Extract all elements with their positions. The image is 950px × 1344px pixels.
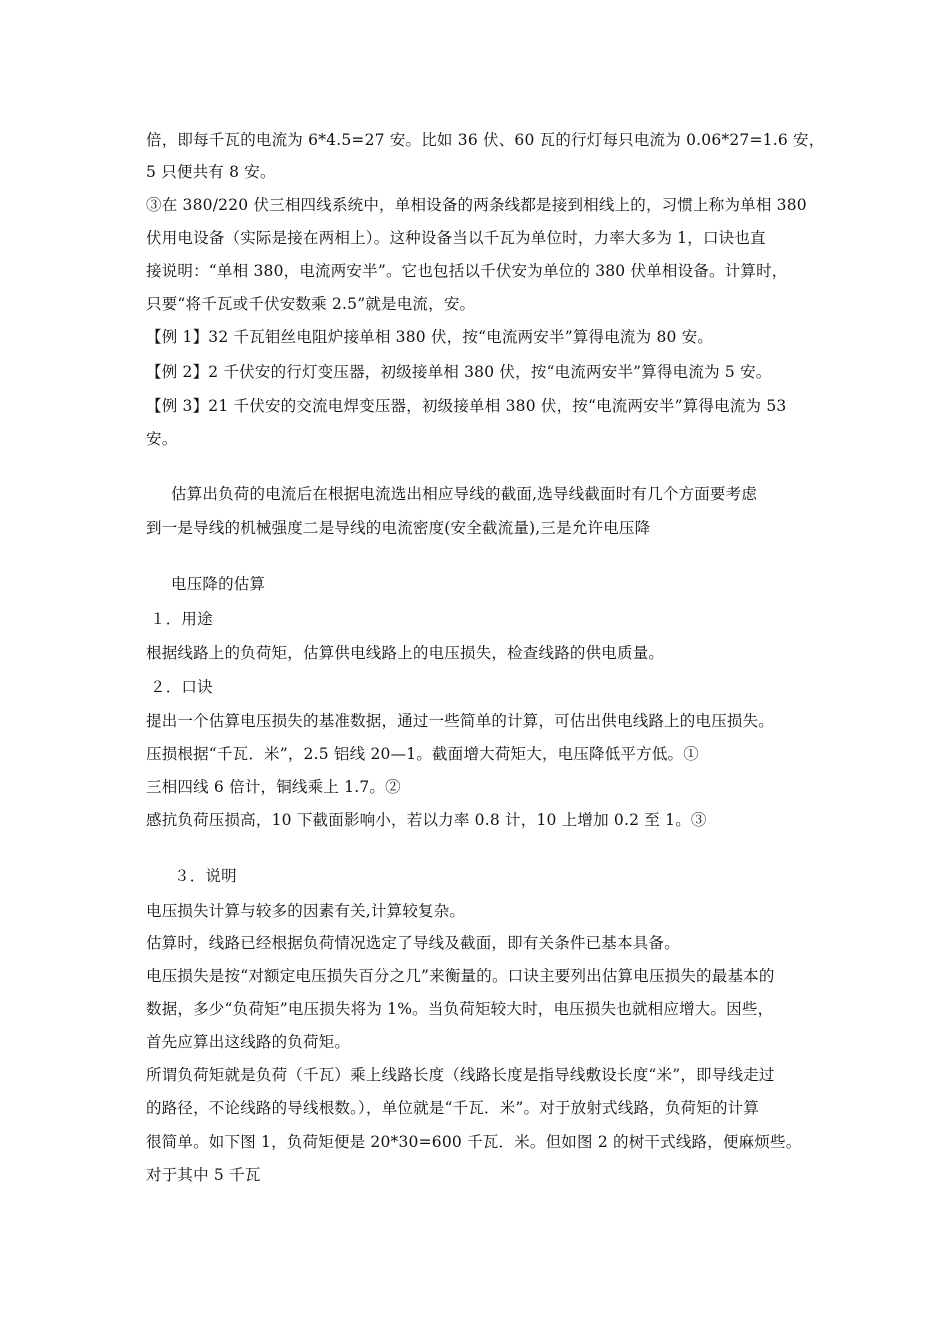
text-line: 数据，多少“负荷矩”电压损失将为 1%。当负荷矩较大时，电压损失也就相应增大。因些， [146, 1000, 774, 1018]
text-line: 只要“将千瓦或千伏安数乘 2.5”就是电流，安。 [146, 295, 476, 313]
text-line: 根据线路上的负荷矩，估算供电线路上的电压损失，检查线路的供电质量。 [146, 644, 665, 662]
rhyme-line: 三相四线 6 倍计，铜线乘上 1.7。② [146, 778, 401, 796]
example-line: 【例 1】32 千瓦钼丝电阻炉接单相 380 伏，按“电流两安半”算得电流为 80 安。 [146, 328, 714, 346]
text-line: 安。 [146, 430, 178, 448]
text-line: 对于其中 5 千瓦 [146, 1166, 261, 1184]
text-line: 很简单。如下图 1，负荷矩便是 20*30=600 千瓦．米。但如图 2 的树干式线路，便麻烦些。 [146, 1133, 802, 1151]
text-line: 所谓负荷矩就是负荷（千瓦）乘上线路长度（线路长度是指导线敷设长度“米”，即导线走过 [146, 1066, 775, 1084]
text-line: 5 只便共有 8 安。 [146, 163, 276, 181]
text-line: 电压损失计算与较多的因素有关,计算较复杂。 [146, 902, 466, 920]
text-line: 接说明：“单相 380，电流两安半”。它也包括以千伏安为单位的 380 伏单相设备。计算时， [146, 262, 788, 280]
rhyme-line: 压损根据“千瓦．米”，2.5 铝线 20—1。截面增大荷矩大，电压降低平方低。① [146, 745, 699, 763]
text-line: 倍，即每千瓦的电流为 6*4.5=27 安。比如 36 伏、60 瓦的行灯每只电流为 0.06*27=1.6 安， [146, 131, 825, 149]
text-line: ③在 380/220 伏三相四线系统中，单相设备的两条线都是接到相线上的，习惯上称为单相 380 [146, 196, 807, 214]
section-heading: ３．说明 [174, 867, 237, 885]
section-heading: ２．口诀 [150, 678, 213, 696]
text-line: 的路径，不论线路的导线根数。），单位就是“千瓦．米”。对于放射式线路，负荷矩的计算 [146, 1099, 760, 1117]
example-line: 【例 3】21 千伏安的交流电焊变压器，初级接单相 380 伏，按“电流两安半”算得电流为 53 [146, 397, 787, 415]
text-line: 伏用电设备（实际是接在两相上）。这种设备当以千瓦为单位时，力率大多为 1，口诀也直 [146, 229, 766, 247]
text-line: 到一是导线的机械强度二是导线的电流密度(安全截流量),三是允许电压降 [146, 519, 651, 537]
section-heading: 电压降的估算 [171, 575, 266, 593]
text-line: 首先应算出这线路的负荷矩。 [146, 1033, 351, 1051]
text-line: 估算出负荷的电流后在根据电流选出相应导线的截面,选导线截面时有几个方面要考虑 [171, 485, 758, 503]
text-line: 电压损失是按“对额定电压损失百分之几”来衡量的。口诀主要列出估算电压损失的最基本的 [146, 967, 775, 985]
rhyme-line: 感抗负荷压损高，10 下截面影响小，若以力率 0.8 计，10 上增加 0.2 至 1。③ [146, 811, 707, 829]
text-line: 估算时，线路已经根据负荷情况选定了导线及截面，即有关条件已基本具备。 [146, 934, 680, 952]
text-line: 提出一个估算电压损失的基准数据，通过一些简单的计算，可估出供电线路上的电压损失。 [146, 712, 775, 730]
example-line: 【例 2】2 千伏安的行灯变压器，初级接单相 380 伏，按“电流两安半”算得电流为 5 安。 [146, 363, 772, 381]
section-heading: １．用途 [150, 610, 213, 628]
